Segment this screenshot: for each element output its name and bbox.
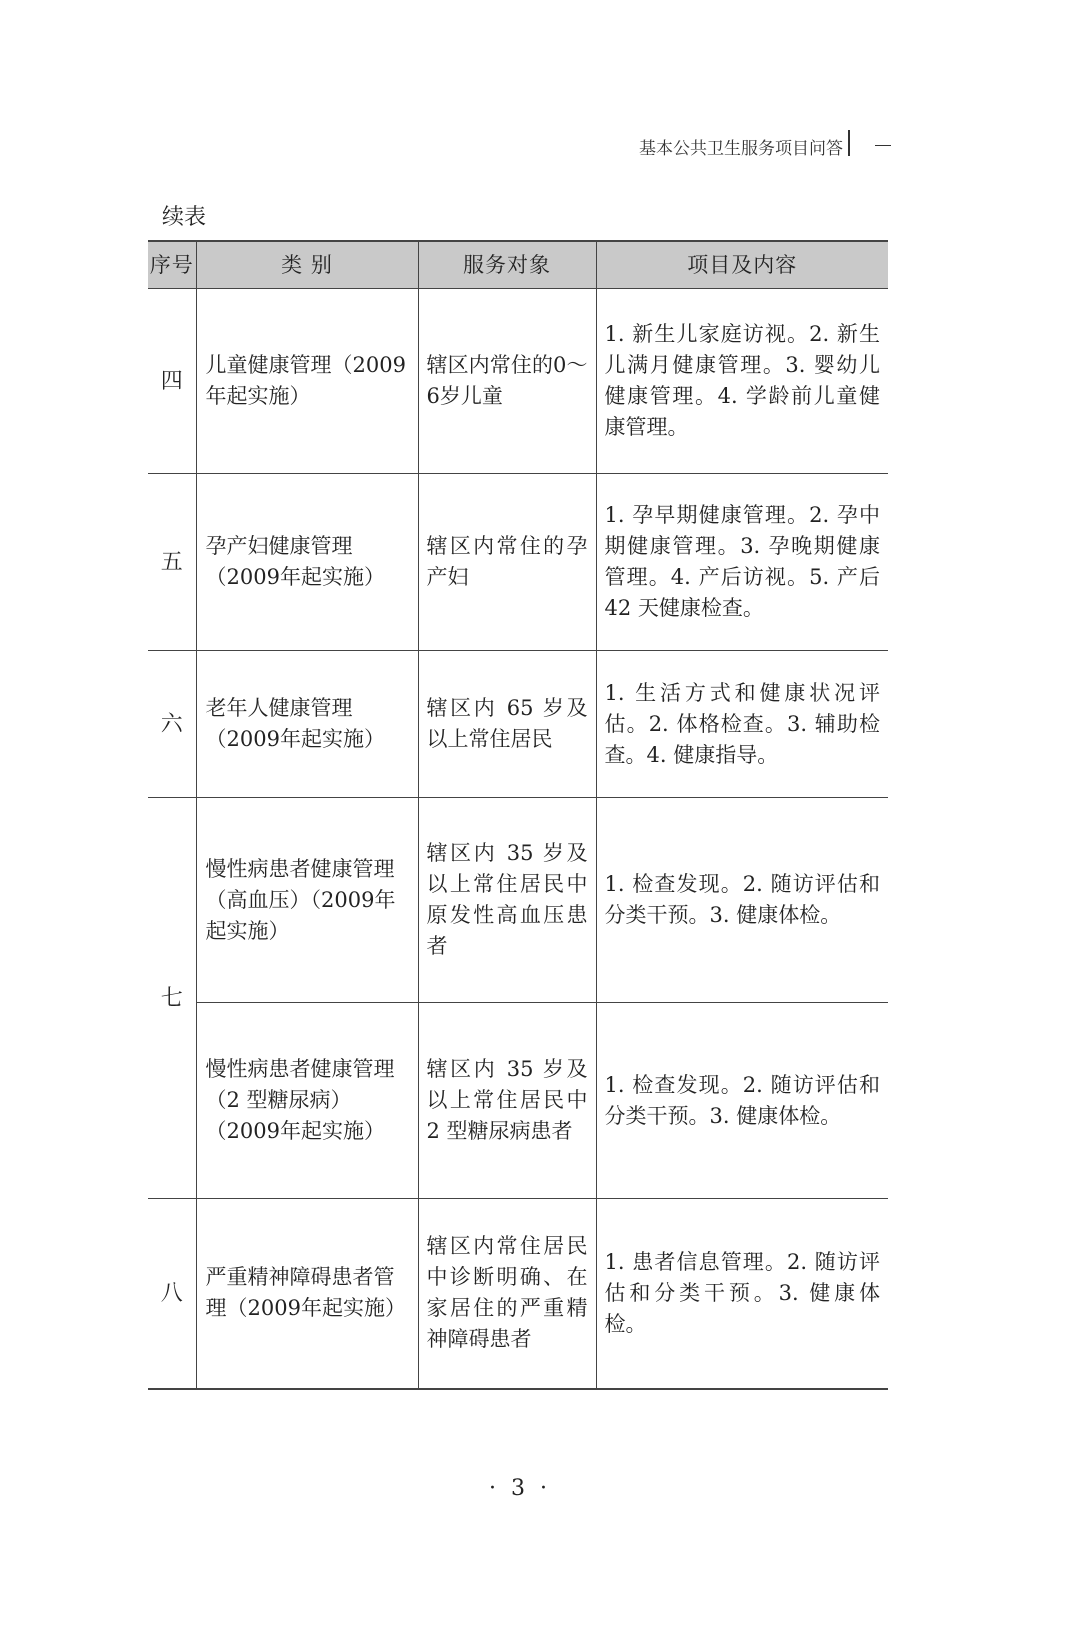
table-caption: 续表 <box>162 205 207 230</box>
row-content: 1. 生活方式和健康状况评估。2. 体格检查。3. 辅助检查。4. 健康指导。 <box>596 651 888 798</box>
row-target: 辖区内 35 岁及以上常住居民中 2 型糖尿病患者 <box>418 1003 596 1199</box>
row-content: 1. 患者信息管理。2. 随访评估和分类干预。3. 健康体检。 <box>596 1199 888 1389</box>
row-content: 1. 新生儿家庭访视。2. 新生儿满月健康管理。3. 婴幼儿健康管理。4. 学龄前儿童健康管理。 <box>596 289 888 474</box>
row-category: 慢性病患者健康管理（2 型糖尿病）（2009年起实施） <box>196 1003 418 1199</box>
col-header-category: 类 别 <box>196 241 418 289</box>
table-row <box>148 651 888 798</box>
row-content: 1. 检查发现。2. 随访评估和分类干预。3. 健康体检。 <box>596 1003 888 1199</box>
row-number: 七 <box>148 798 196 1199</box>
col-header-target: 服务对象 <box>418 241 596 289</box>
row-category: 孕产妇健康管理（2009年起实施） <box>196 474 418 651</box>
table-row <box>148 1003 888 1199</box>
row-category: 老年人健康管理（2009年起实施） <box>196 651 418 798</box>
row-category: 严重精神障碍患者管理（2009年起实施） <box>196 1199 418 1389</box>
col-header-content: 项目及内容 <box>596 241 888 289</box>
table-row <box>148 1199 888 1389</box>
running-title: 基本公共卫生服务项目问答 <box>639 139 843 159</box>
row-target: 辖区内 35 岁及以上常住居民中原发性高血压患者 <box>418 798 596 1003</box>
row-number: 五 <box>148 474 196 651</box>
table-row <box>148 474 888 651</box>
row-category: 慢性病患者健康管理（高血压）（2009年起实施） <box>196 798 418 1003</box>
header-separator <box>848 130 850 156</box>
chapter-mark <box>875 145 891 146</box>
row-number: 八 <box>148 1199 196 1389</box>
row-target: 辖区内 65 岁及以上常住居民 <box>418 651 596 798</box>
table-row <box>148 798 888 1003</box>
row-content: 1. 孕早期健康管理。2. 孕中期健康管理。3. 孕晚期健康管理。4. 产后访视。5. 产后 42 天健康检查。 <box>596 474 888 651</box>
col-header-no: 序号 <box>148 241 196 289</box>
row-target: 辖区内常住的孕产妇 <box>418 474 596 651</box>
service-table <box>148 240 888 1390</box>
page-number: · 3 · <box>489 1476 551 1501</box>
row-number: 六 <box>148 651 196 798</box>
running-header <box>560 130 890 160</box>
row-content: 1. 检查发现。2. 随访评估和分类干预。3. 健康体检。 <box>596 798 888 1003</box>
row-category: 儿童健康管理（2009年起实施） <box>196 289 418 474</box>
row-target: 辖区内常住的0～6岁儿童 <box>418 289 596 474</box>
table-header-row <box>148 241 888 289</box>
table-row <box>148 289 888 474</box>
row-number: 四 <box>148 289 196 474</box>
row-target: 辖区内常住居民中诊断明确、在家居住的严重精神障碍患者 <box>418 1199 596 1389</box>
